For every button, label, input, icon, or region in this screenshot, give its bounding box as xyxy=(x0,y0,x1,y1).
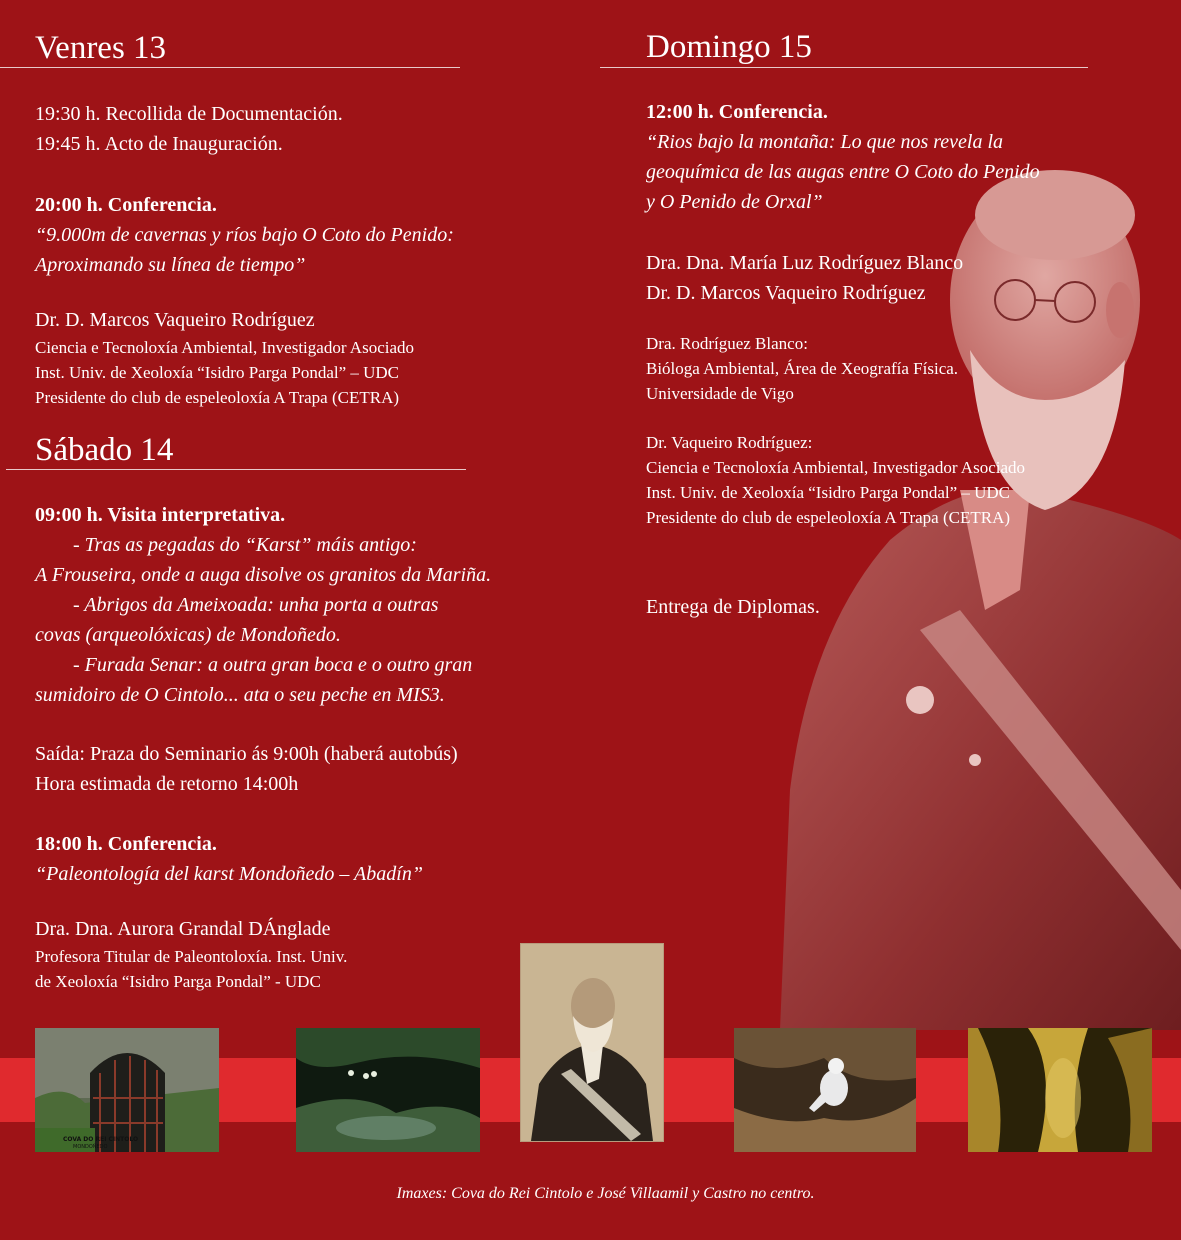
talk-title-line: “Rios bajo la montaña: Lo que nos revela la xyxy=(646,131,1004,153)
saturday-talk xyxy=(35,829,423,889)
affiliation-line: Inst. Univ. de Xeoloxía “Isidro Parga Pondal” – UDC xyxy=(35,363,400,382)
schedule-item: 19:45 h. Acto de Inauguración. xyxy=(35,133,283,155)
bio-line: Presidente do club de espeleoloxía A Trapa (CETRA) xyxy=(646,508,1011,527)
visit-item: covas (arqueolóxicas) de Mondoñedo. xyxy=(35,624,341,646)
talk-heading: 20:00 h. Conferencia. xyxy=(35,194,217,216)
villaamil-portrait-photo xyxy=(520,943,664,1142)
talk-title-line: y O Penido de Orxal” xyxy=(646,191,823,213)
sunday-divider xyxy=(600,67,1088,68)
sunday-title: Domingo 15 xyxy=(646,29,812,65)
photo-label-line: MONDOÑEDO xyxy=(73,1144,108,1150)
talk-title-line: Aproximando su línea de tiempo” xyxy=(35,254,306,276)
saturday-speaker-block xyxy=(35,914,347,994)
affiliation-line: de Xeoloxía “Isidro Parga Pondal” - UDC xyxy=(35,972,321,991)
talk-title: “Paleontología del karst Mondoñedo – Abadín” xyxy=(35,863,423,885)
bio-line: Bióloga Ambiental, Área de Xeografía Física. xyxy=(646,359,959,378)
return-info: Hora estimada de retorno 14:00h xyxy=(35,773,299,795)
friday-talk xyxy=(35,190,454,280)
friday-schedule xyxy=(35,99,343,159)
speaker-name: Dr. D. Marcos Vaqueiro Rodríguez xyxy=(35,309,315,331)
visit-item: - Tras as pegadas do “Karst” máis antigo: xyxy=(73,534,417,556)
affiliation-line: Profesora Titular de Paleontoloxía. Inst. Univ. xyxy=(35,947,348,966)
cave-interior-photo xyxy=(296,1028,480,1152)
visit-item: - Furada Senar: a outra gran boca e o outro gran xyxy=(73,654,473,676)
affiliation-line: Presidente do club de espeleoloxía A Trapa (CETRA) xyxy=(35,388,400,407)
affiliation-line: Ciencia e Tecnoloxía Ambiental, Investigador Asociado xyxy=(35,338,415,357)
cave-formations-photo xyxy=(968,1028,1152,1152)
friday-divider xyxy=(0,67,460,68)
saturday-divider xyxy=(6,469,466,470)
saturday-logistics xyxy=(35,739,458,799)
bio-line: Dr. Vaqueiro Rodríguez: xyxy=(646,433,813,452)
sunday-bio-2 xyxy=(646,430,1025,530)
schedule-item: 19:30 h. Recollida de Documentación. xyxy=(35,103,343,125)
talk-heading: 12:00 h. Conferencia. xyxy=(646,101,828,123)
departure-info: Saída: Praza do Seminario ás 9:00h (haberá autobús) xyxy=(35,743,458,765)
closing-event: Entrega de Diplomas. xyxy=(646,596,820,618)
speaker-name: Dra. Dna. Aurora Grandal DÁnglade xyxy=(35,918,331,940)
sunday-bio-1 xyxy=(646,331,958,406)
talk-heading: 18:00 h. Conferencia. xyxy=(35,833,217,855)
talk-title-line: geoquímica de las augas entre O Coto do Penido xyxy=(646,161,1040,183)
saturday-title: Sábado 14 xyxy=(35,432,174,468)
caver-photo xyxy=(734,1028,916,1152)
bio-line: Ciencia e Tecnoloxía Ambiental, Investigador Asociado xyxy=(646,458,1026,477)
bio-line: Inst. Univ. de Xeoloxía “Isidro Parga Pondal” – UDC xyxy=(646,483,1011,502)
visit-item: - Abrigos da Ameixoada: unha porta a outras xyxy=(73,594,439,616)
friday-speaker-block xyxy=(35,305,414,410)
sunday-talk xyxy=(646,97,1040,217)
visit-heading: 09:00 h. Visita interpretativa. xyxy=(35,504,286,526)
friday-title: Venres 13 xyxy=(35,30,167,66)
bio-line: Dra. Rodríguez Blanco: xyxy=(646,334,808,353)
visit-item: A Frouseira, onde a auga disolve os granitos da Mariña. xyxy=(35,564,492,586)
bio-line: Universidade de Vigo xyxy=(646,384,794,403)
saturday-visit xyxy=(35,500,491,710)
sunday-speakers xyxy=(646,248,963,308)
speaker-name: Dra. Dna. María Luz Rodríguez Blanco xyxy=(646,252,964,274)
visit-item: sumidoiro de O Cintolo... ata o seu peche en MIS3. xyxy=(35,684,445,706)
image-caption: Imaxes: Cova do Rei Cintolo e José Villaamil y Castro no centro. xyxy=(396,1185,815,1202)
speaker-name: Dr. D. Marcos Vaqueiro Rodríguez xyxy=(646,282,926,304)
photo-label-line: COVA DO REI CINTOLO xyxy=(63,1136,139,1143)
talk-title-line: “9.000m de cavernas y ríos bajo O Coto do Penido: xyxy=(35,224,454,246)
cave-entrance-photo xyxy=(35,1028,219,1152)
